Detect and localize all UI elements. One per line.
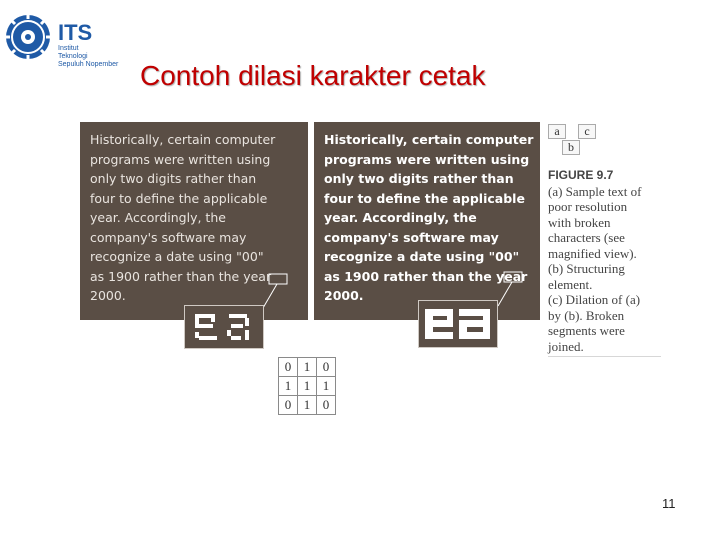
caption-line: element. — [548, 276, 593, 292]
panel-a-line: year. Accordingly, the — [90, 210, 226, 225]
logo-subtext-2: Teknologi — [58, 53, 88, 60]
logo-subtext-3: Sepuluh Nopember — [58, 61, 119, 68]
panel-b-line: recognize a date using "00" — [324, 249, 520, 264]
panel-b-line: year. Accordingly, the — [324, 210, 477, 225]
panel-b-line: programs were written using — [324, 151, 530, 167]
magnified-view-dilated — [418, 300, 498, 348]
caption-line: magnified view). — [548, 245, 637, 261]
se-cell: 1 — [279, 377, 298, 396]
panel-b-line: 2000. — [324, 288, 364, 303]
se-cell: 1 — [317, 377, 336, 396]
its-emblem-icon — [4, 13, 52, 61]
subfigure-label-a: a — [548, 124, 566, 139]
se-cell: 0 — [317, 396, 336, 415]
caption-divider — [548, 356, 661, 357]
panel-a-line: only two digits rather than — [90, 171, 257, 186]
panel-b-line: four to define the applicable — [324, 190, 525, 206]
caption-line: with broken — [548, 214, 611, 230]
caption-line: (c) Dilation of (a) — [548, 292, 641, 307]
figure-label: FIGURE 9.7 — [548, 168, 614, 182]
caption-line: characters (see — [548, 230, 625, 245]
se-cell: 0 — [279, 396, 298, 415]
caption-line: (b) Structuring — [548, 261, 625, 276]
subfigure-label-c: c — [578, 124, 596, 139]
its-logo — [2, 2, 127, 72]
panel-a-line: programs were written using — [90, 151, 271, 167]
panel-a-line: company's software may — [90, 229, 247, 245]
logo-text: ITS — [58, 20, 93, 45]
slide-title: Contoh dilasi karakter cetak — [140, 60, 486, 91]
figure-caption — [548, 168, 663, 354]
se-cell: 1 — [298, 358, 317, 377]
se-cell: 0 — [317, 358, 336, 377]
caption-line: segments were — [548, 323, 625, 338]
caption-line: (a) Sample text of — [548, 183, 642, 199]
magnified-view-broken — [184, 305, 264, 349]
caption-line: by (b). Broken — [548, 307, 625, 323]
panel-a-line: as 1900 rather than the year — [90, 268, 272, 284]
panel-a-line: 2000. — [90, 288, 126, 303]
structuring-element-grid — [278, 357, 336, 415]
panel-b-line: as 1900 rather than the year — [324, 268, 528, 284]
caption-line: joined. — [548, 338, 584, 354]
page-number: 11 — [662, 496, 676, 511]
panel-b-line: Historically, certain computer — [324, 132, 534, 147]
se-cell: 1 — [298, 396, 317, 415]
panel-b-line: only two digits rather than — [324, 171, 514, 186]
subfigure-label-b: b — [562, 140, 580, 155]
panel-a-line: recognize a date using "00" — [90, 249, 264, 264]
panel-a-line: four to define the applicable — [90, 190, 268, 206]
panel-b-line: company's software may — [324, 229, 499, 245]
caption-line: poor resolution — [548, 199, 628, 214]
se-cell: 0 — [279, 358, 298, 377]
se-cell: 1 — [298, 377, 317, 396]
panel-a-line: Historically, certain computer — [90, 132, 276, 147]
logo-subtext-1: Institut — [58, 45, 79, 52]
